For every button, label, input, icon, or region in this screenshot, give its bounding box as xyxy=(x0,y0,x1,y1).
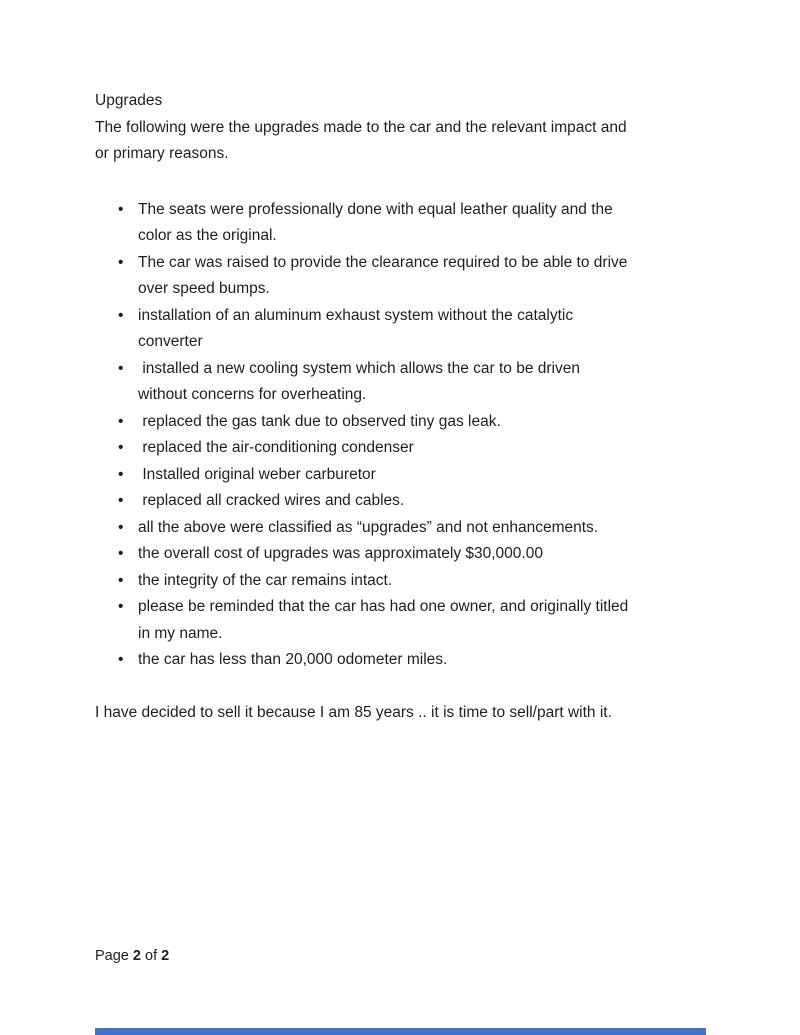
page-number: 2 xyxy=(132,948,141,964)
list-item xyxy=(95,541,707,568)
list-item xyxy=(95,197,707,250)
bullet-list xyxy=(95,197,707,674)
bullet-text-line: all the above were classified as “upgrades” and not enhancements. xyxy=(138,518,599,536)
blank-line xyxy=(95,674,707,701)
bullet-text-line: The car was raised to provide the clearance required to be able to drive xyxy=(138,253,628,271)
bullet-text-line: converter xyxy=(138,333,203,350)
bullet-text-line: replaced the gas tank due to observed tiny gas leak. xyxy=(138,412,501,430)
bullet-text-line: over speed bumps. xyxy=(138,280,270,297)
bullet-text-line: installed a new cooling system which allows the car to be driven xyxy=(138,359,580,377)
bullet-text-line: the overall cost of upgrades was approximately $30,000.00 xyxy=(138,545,543,562)
list-item xyxy=(95,250,707,303)
bullet-text-line: the car has less than 20,000 odometer miles. xyxy=(138,651,448,668)
list-item xyxy=(95,303,707,356)
footer-connector: of xyxy=(140,948,162,964)
bullet-marker: • xyxy=(118,598,124,615)
bullet-marker: • xyxy=(118,306,124,324)
intro-paragraph-line: or primary reasons. xyxy=(95,145,229,162)
bullet-text-line: please be reminded that the car has had one owner, and originally titled xyxy=(138,598,629,615)
bullet-marker: • xyxy=(118,253,124,271)
bullet-text-line: replaced the air-conditioning condenser xyxy=(138,439,414,456)
bullet-text-line: Installed original weber carburetor xyxy=(138,465,376,483)
bullet-text-line: in my name. xyxy=(138,624,223,642)
total-pages: 2 xyxy=(161,948,170,964)
list-item xyxy=(95,462,707,489)
blank-line xyxy=(95,168,707,197)
footer-label: Page xyxy=(95,948,133,964)
bullet-text-line: installation of an aluminum exhaust system without the catalytic xyxy=(138,306,574,324)
list-item xyxy=(95,488,707,515)
content-area xyxy=(95,0,707,727)
intro-paragraph-line: The following were the upgrades made to the car and the relevant impact and xyxy=(95,118,627,136)
bullet-marker: • xyxy=(118,492,124,509)
bullet-text-line: the integrity of the car remains intact. xyxy=(138,571,393,589)
section-heading: Upgrades xyxy=(95,92,163,109)
bullet-marker: • xyxy=(118,359,124,377)
list-item xyxy=(95,594,707,647)
bullet-marker: • xyxy=(118,439,124,456)
bullet-marker: • xyxy=(118,651,124,668)
page-footer xyxy=(95,946,169,966)
bullet-marker: • xyxy=(118,545,124,562)
bullet-marker: • xyxy=(118,465,124,483)
list-item xyxy=(95,356,707,409)
bullet-marker: • xyxy=(118,571,124,589)
list-item xyxy=(95,435,707,462)
list-item xyxy=(95,647,707,674)
list-item xyxy=(95,515,707,542)
bullet-marker: • xyxy=(118,518,124,536)
bullet-marker: • xyxy=(118,200,124,218)
closing-paragraph: I have decided to sell it because I am 85 years .. it is time to sell/part with it. xyxy=(95,704,612,721)
bottom-accent-bar xyxy=(95,1028,706,1035)
bullet-text-line: without concerns for overheating. xyxy=(138,386,367,403)
bullet-text-line: replaced all cracked wires and cables. xyxy=(138,492,405,509)
bullet-text-line: color as the original. xyxy=(138,227,277,244)
bullet-marker: • xyxy=(118,412,124,430)
bullet-text-line: The seats were professionally done with equal leather quality and the xyxy=(138,200,613,218)
list-item xyxy=(95,409,707,436)
list-item xyxy=(95,568,707,595)
